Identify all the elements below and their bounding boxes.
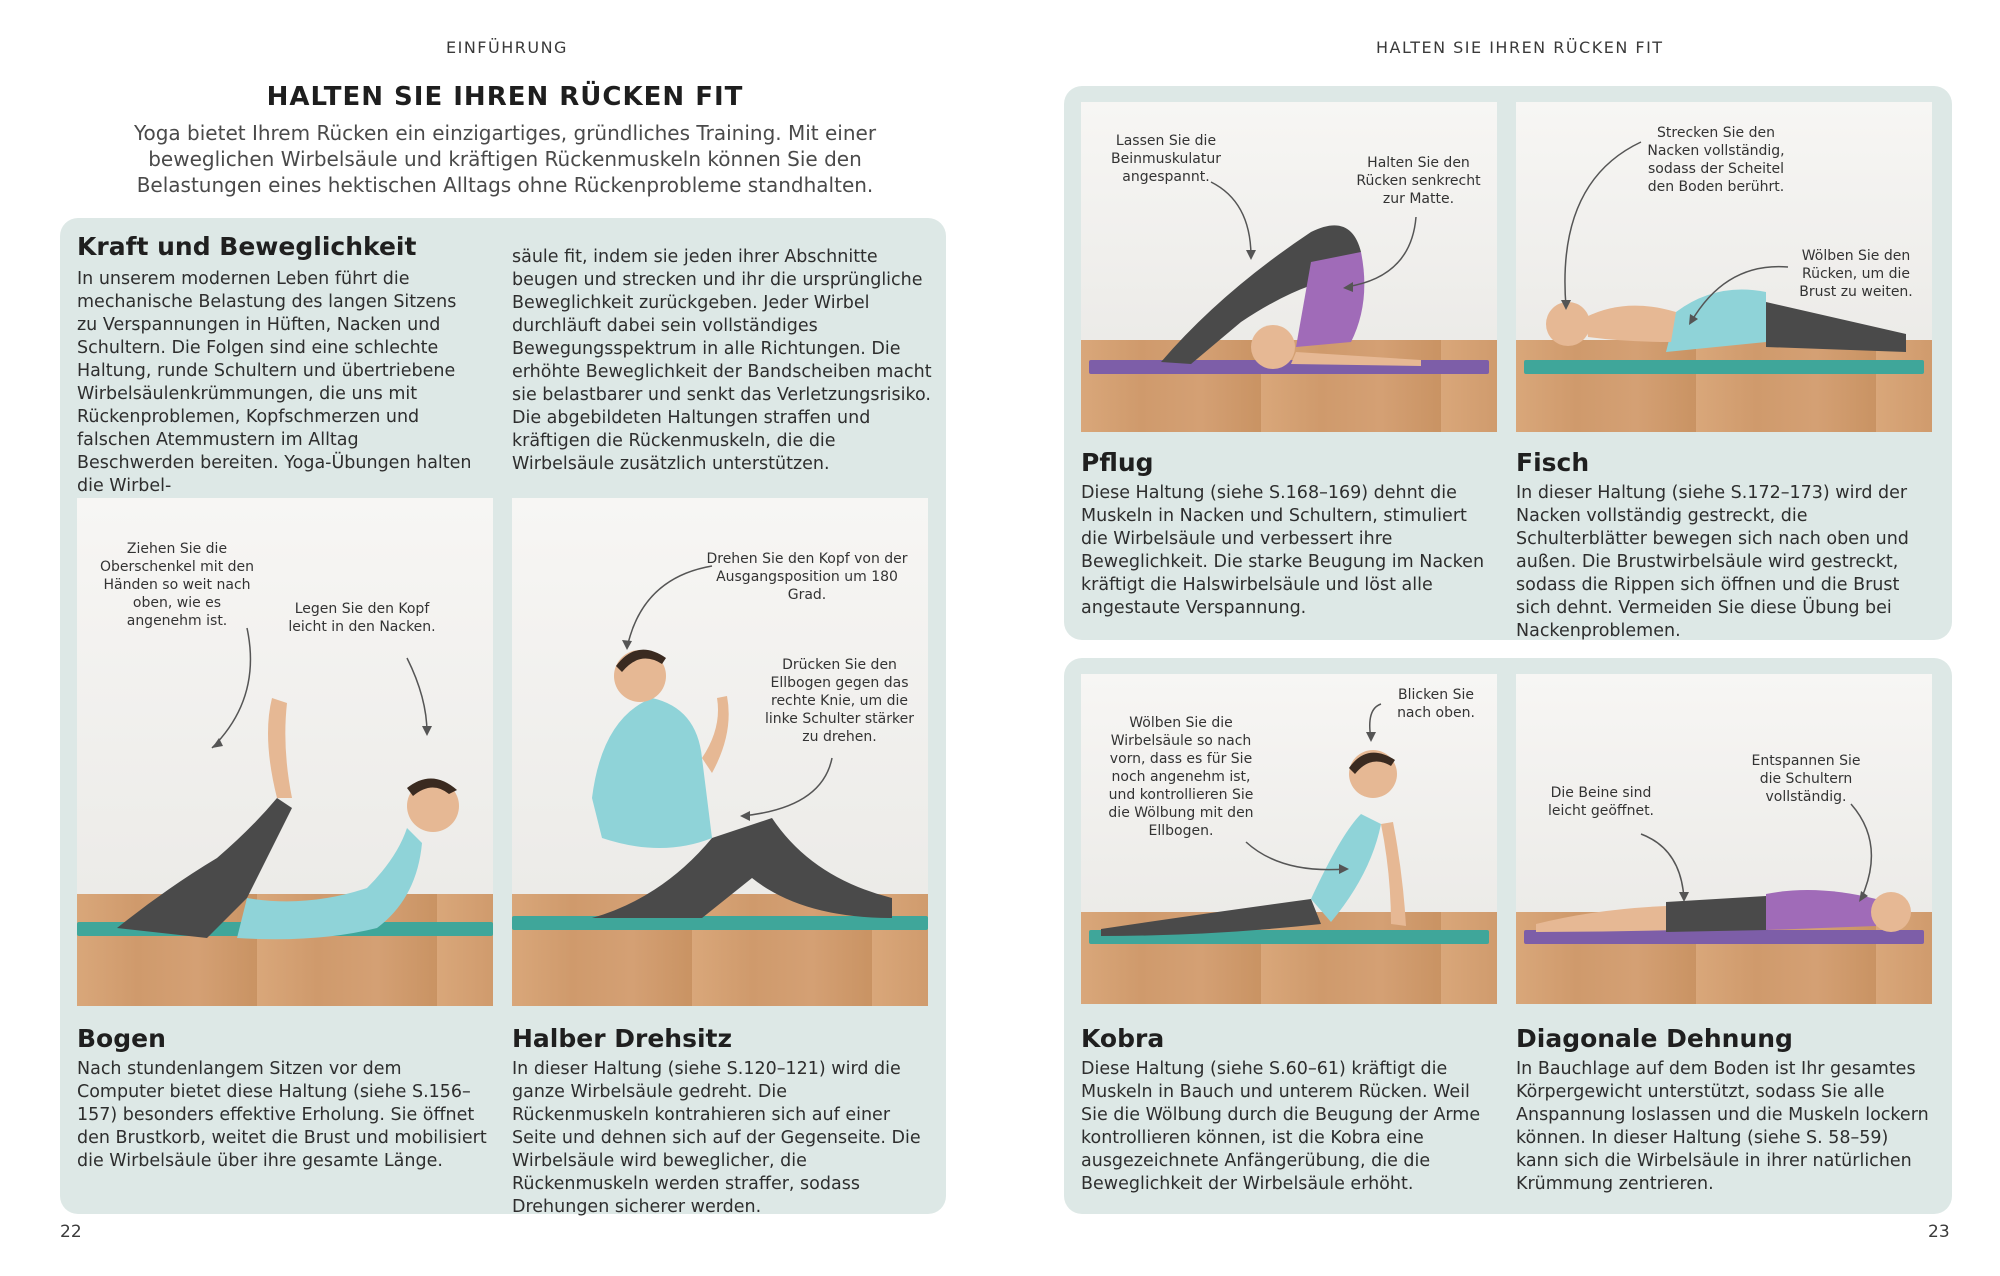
exercise-title-fisch: Fisch bbox=[1516, 448, 1590, 477]
annotation-bogen-1: Ziehen Sie die Oberschenkel mit den Händen so weit nach oben, wie es angenehm ist. bbox=[99, 541, 255, 629]
exercise-text-fisch: In dieser Haltung (siehe S.172–173) wird der Nacken vollständig gestreckt, die Schulterblätter bewegen sich nach oben und außen. Die Brustwirbelsäule wird gestreckt, sodass die Rippen sich öffnen und die Brust sich dehnt. Vermeiden Sie diese Übung bei Nackenproblemen. bbox=[1516, 483, 1909, 641]
annotation-diagonale-2: Entspannen Sie die Schultern vollständig. bbox=[1751, 753, 1861, 805]
page-number-left: 22 bbox=[60, 1222, 82, 1242]
annotation-pflug-2: Halten Sie den Rücken senkrecht zur Matte. bbox=[1356, 155, 1481, 207]
photo-fisch bbox=[1516, 102, 1932, 432]
lead-paragraph: Yoga bietet Ihrem Rücken ein einzigartiges, gründliches Training. Mit einer beweglichen Wirbelsäule und kräftigen Rückenmuskeln können Sie den Belastungen eines hektischen Alltags ohne Rückenprobleme standhalten. bbox=[133, 121, 877, 197]
annotation-pflug-1: Lassen Sie die Beinmuskulatur angespannt. bbox=[1111, 133, 1221, 185]
annotation-fisch-2: Wölben Sie den Rücken, um die Brust zu weiten. bbox=[1799, 248, 1913, 300]
intro-text-col2: säule fit, indem sie jeden ihrer Abschnitte beugen und strecken und ihr die ursprüngliche Beweglichkeit zurückgeben. Jeder Wirbel durchläuft dabei sein vollständiges Bewegungsspektrum in alle Richtungen. Die erhöhte Beweglichkeit der Bandscheiben macht sie belastbarer und senkt das Verletzungsrisiko. Die abgebildeten Haltungen straffen und kräftigen die Rückenmuskeln, die die Wirbelsäule zusätzlich unterstützen. bbox=[512, 247, 932, 474]
annotation-drehsitz-2: Drücken Sie den Ellbogen gegen das rechte Knie, um die linke Schulter stärker zu drehen. bbox=[765, 657, 914, 745]
running-head-right: HALTEN SIE IHREN RÜCKEN FIT bbox=[1376, 38, 1664, 57]
annotation-kobra-2: Blicken Sie nach oben. bbox=[1397, 687, 1475, 721]
photo-bogen bbox=[77, 498, 493, 1006]
exercise-text-drehsitz: In dieser Haltung (siehe S.120–121) wird die ganze Wirbelsäule gedreht. Die Rückenmuskeln kontrahieren sich auf einer Seite und dehnen sich auf der Gegenseite. Die Wirbelsäule wird beweglicher, die Rückenmuskeln werden straffer, sodass Drehungen sicherer werden. bbox=[512, 1059, 921, 1217]
photo-kobra bbox=[1081, 674, 1497, 1004]
exercise-text-diagonale: In Bauchlage auf dem Boden ist Ihr gesamtes Körpergewicht unterstützt, sodass Sie alle Anspannung loslassen und die Muskeln lockern können. In dieser Haltung (siehe S. 58–59) kann sich die Wirbelsäule in ihrer natürlichen Krümmung zentrieren. bbox=[1516, 1059, 1929, 1194]
exercise-title-bogen: Bogen bbox=[77, 1024, 166, 1053]
exercise-text-kobra: Diese Haltung (siehe S.60–61) kräftigt die Muskeln in Bauch und unterem Rücken. Weil Sie die Wölbung durch die Beugung der Arme kontrollieren können, ist die Kobra eine ausgezeichnete Anfängerübung, die die Beweglichkeit der Wirbelsäule erhöht. bbox=[1081, 1059, 1481, 1194]
exercise-text-pflug: Diese Haltung (siehe S.168–169) dehnt die Muskeln in Nacken und Schultern, stimuliert die Wirbelsäule und verbessert ihre Beweglichkeit. Die starke Beugung im Nacken kräftigt die Halswirbelsäule und löst alle angestaute Verspannung. bbox=[1081, 483, 1485, 618]
exercise-title-pflug: Pflug bbox=[1081, 448, 1154, 477]
exercise-title-kobra: Kobra bbox=[1081, 1024, 1165, 1053]
annotation-kobra-1: Wölben Sie die Wirbelsäule so nach vorn, dass es für Sie noch angenehm ist, und kontrollieren Sie die Wölbung mit den Ellbogen. bbox=[1108, 715, 1254, 839]
exercise-text-bogen: Nach stundenlangem Sitzen vor dem Computer bietet diese Haltung (siehe S.156–157) besonders effektive Erholung. Sie öffnet den Brustkorb, weitet die Brust und mobilisiert die Wirbelsäule über ihre gesamte Länge. bbox=[77, 1059, 487, 1171]
photo-pflug bbox=[1081, 102, 1497, 432]
page-number-right: 23 bbox=[1928, 1222, 1950, 1242]
annotation-drehsitz-1: Drehen Sie den Kopf von der Ausgangsposition um 180 Grad. bbox=[706, 551, 908, 603]
intro-heading: Kraft und Beweglichkeit bbox=[77, 232, 417, 261]
exercise-title-diagonale: Diagonale Dehnung bbox=[1516, 1024, 1793, 1053]
annotation-diagonale-1: Die Beine sind leicht geöffnet. bbox=[1547, 785, 1655, 819]
annotation-bogen-2: Legen Sie den Kopf leicht in den Nacken. bbox=[288, 601, 436, 635]
right-page bbox=[1000, 0, 2000, 1276]
photo-diagonale-dehnung bbox=[1516, 674, 1932, 1004]
page-title: HALTEN SIE IHREN RÜCKEN FIT bbox=[266, 82, 744, 112]
intro-text-col1: In unserem modernen Leben führt die mechanische Belastung des langen Sitzens zu Verspannungen in Hüften, Nacken und Schultern. Die Folgen sind eine schlechte Haltung, runde Schultern und übertriebene Wirbelsäulenkrümmungen, die uns mit Rückenproblemen, Kopfschmerzen und falschen Atemmustern im Alltag Beschwerden bereiten. Yoga-Übungen halten die Wirbel- bbox=[77, 269, 472, 496]
annotation-fisch-1: Strecken Sie den Nacken vollständig, sodass der Scheitel den Boden berührt. bbox=[1647, 125, 1785, 195]
exercise-title-drehsitz: Halber Drehsitz bbox=[512, 1024, 733, 1053]
running-head-left: EINFÜHRUNG bbox=[446, 38, 568, 57]
photo-drehsitz bbox=[512, 498, 928, 1006]
